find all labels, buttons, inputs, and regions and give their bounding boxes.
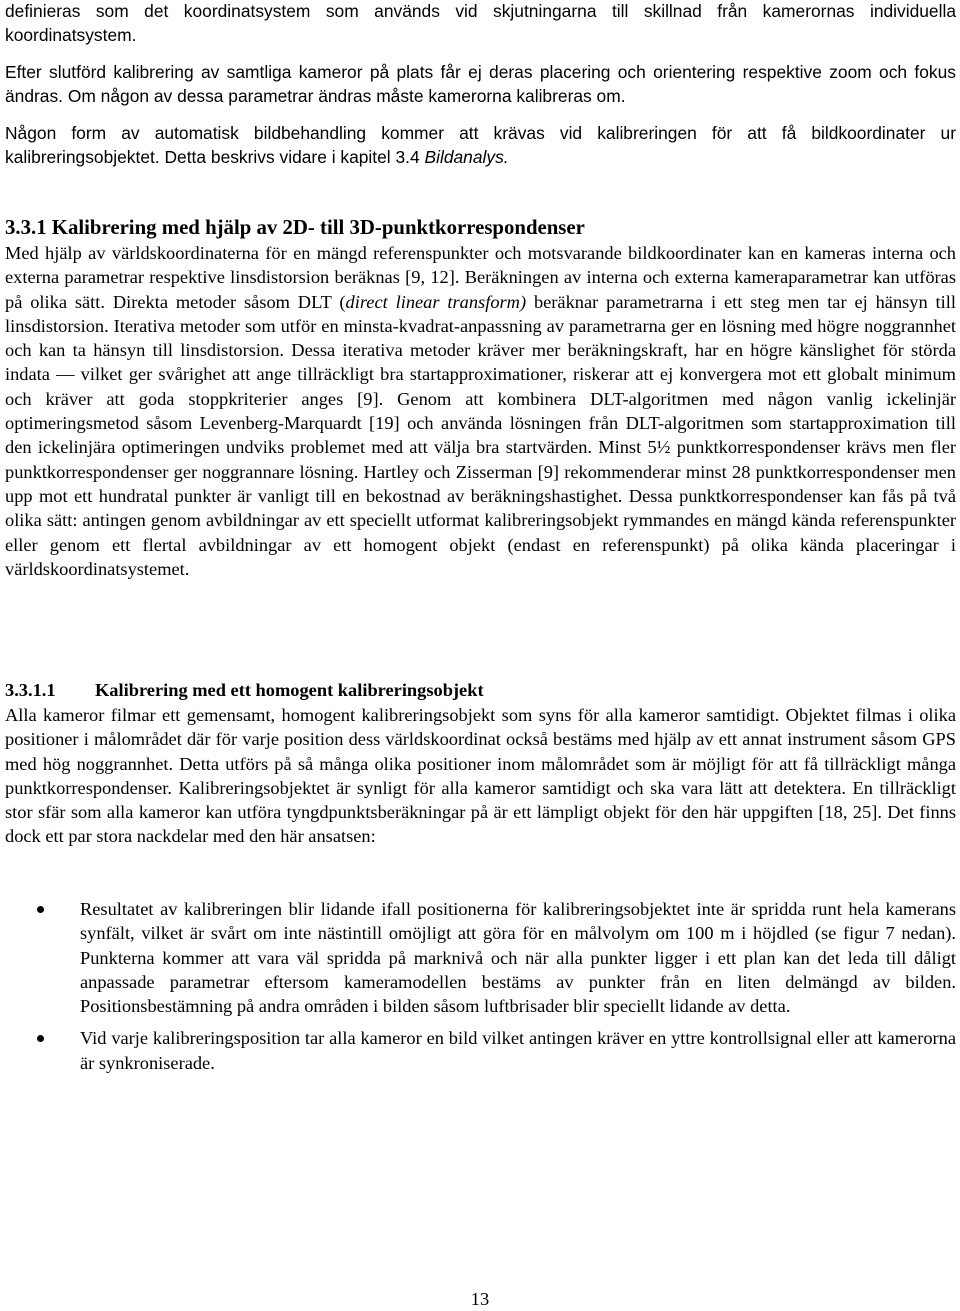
section-paragraph-italic: direct linear transform) — [345, 291, 527, 312]
bullet-icon — [37, 906, 44, 913]
list-item — [5, 897, 956, 1018]
paragraph-image-processing — [5, 122, 956, 169]
page-number: 13 — [470, 1289, 490, 1309]
paragraph-image-processing-text: Någon form av automatisk bildbehandling kommer att krävas vid kalibreringen för att få bildkoordinater ur kalibreringsobjektet. Detta beskrivs vidare i kapitel 3.4 — [5, 123, 956, 167]
bullet-icon — [37, 1035, 44, 1042]
chapter-reference: Bildanalys. — [424, 146, 509, 167]
list-item-text: Vid varje kalibreringsposition tar alla kameror en bild vilket antingen kräver en yttre kontrollsignal eller att kamerorna är synkroniserade. — [80, 1028, 956, 1073]
subsection-number: 3.3.1.1 — [5, 680, 56, 700]
subsection-paragraph: Alla kameror filmar ett gemensamt, homogent kalibreringsobjekt som syns för alla kameror samtidigt. Objektet filmas i olika positioner i målområdet där för varje position dess världskoordinat också bestäms med hjälp av ett annat instrument såsom GPS med hög noggrannhet. Detta utförs på så många olika positioner inom målområdet som är möjligt för att få tillräckligt många punktkorrespondenser. Kalibreringsobjektet är synligt för alla kameror samtidigt och ska vara lätt att detektera. En tillräckligt stor sfär som alla kameror kan utföra tyngdpunktsberäkningar på är ett lämpligt objekt för den här uppgiften [18, 25]. Det finns dock ett par stora nackdelar med den här ansatsen: — [5, 705, 956, 847]
list-item-text: Resultatet av kalibreringen blir lidande ifall positionerna för kalibreringsobjektet inte är spridda runt hela kamerans synfält, vilket är svårt om inte nästintill omöjligt att göra för en målvolym om 100 m i höjdled (se figur 7 nedan). Punkterna kommer att vara väl spridda på marknivå och när alla punkter ligger i ett plan kan det leda till dåligt anpassade parametrar eftersom kameramodellen bestäms av punkter från en liten delmängd av bilden. Positionsbestämning på andra områden i bilden såsom luftbrisader blir speciellt lidande av detta. — [80, 899, 956, 1017]
section-paragraph-part-b: beräknar parametrarna i ett steg men tar ej hänsyn till linsdistorsion. Iterativa metoder som utför en minsta-kvadrat-anpassning av parametrarna ger en lösning med högre noggrannhet och kan ta hänsyn till linsdistorsion. Dessa iterativa metoder kräver mer beräkningskraft, har en högre känslighet för störda indata — vilket ger svårighet att ange tillräckligt bra startapproximationer, riskerar att ej konvergera mot ett globalt minimum och kräver att goda stoppkriterier anges [9]. Genom att kombinera DLT-algoritmen med någon vanlig ickelinjär optimeringsmetod såsom Levenberg-Marquardt [19] och använda lösningen från DLT-algoritmen som startapproximation till den ickelinjära optimeringen undviks problemet med att välja bra startvärden. Minst 5½ punktkorrespondenser krävs men fler punktkorrespondenser ger noggrannare lösning. Hartley och Zisserman [9] rekommenderar minst 28 punktkorrespondenser men upp mot ett hundratal punkter är vanligt till en bekostnad av beräkningshastighet. Dessa punktkorrespondenser kan fås på två olika sätt: antingen genom avbildningar av ett speciellt utformat kalibreringsobjekt rymmandes en mängd kända referenspunkter eller genom ett flertal avbildningar av ett homogent objekt (endast en referenspunkt) på olika kända placeringar i världskoordinatsystemet. — [5, 291, 956, 579]
subsection-title: Kalibrering med ett homogent kalibreringsobjekt — [95, 680, 484, 700]
drawbacks-list — [5, 897, 956, 1083]
section-paragraph-part-a: Med hjälp av världskoordinaterna för en mängd referenspunkter och motsvarande bildkoordinater kan en kameras interna och externa parametrar respektive linsdistorsion beräknas [9, 12]. Beräkningen av interna och externa kameraparametrar kan utföras på olika sätt. Direkta metoder såsom DLT ( — [5, 243, 956, 312]
paragraph-coordinate-system: definieras som det koordinatsystem som används vid skjutningarna till skillnad från kamerornas individuella koordinatsystem. — [5, 1, 956, 45]
section-paragraph — [5, 241, 956, 581]
section-heading: 3.3.1 Kalibrering med hjälp av 2D- till 3D-punktkorrespondenser — [5, 216, 585, 239]
list-item — [5, 1026, 956, 1075]
paragraph-after-calibration: Efter slutförd kalibrering av samtliga kameror på plats får ej deras placering och orientering respektive zoom och fokus ändras. Om någon av dessa parametrar ändras måste kamerorna kalibreras om. — [5, 62, 956, 106]
subsection-heading — [5, 678, 484, 702]
